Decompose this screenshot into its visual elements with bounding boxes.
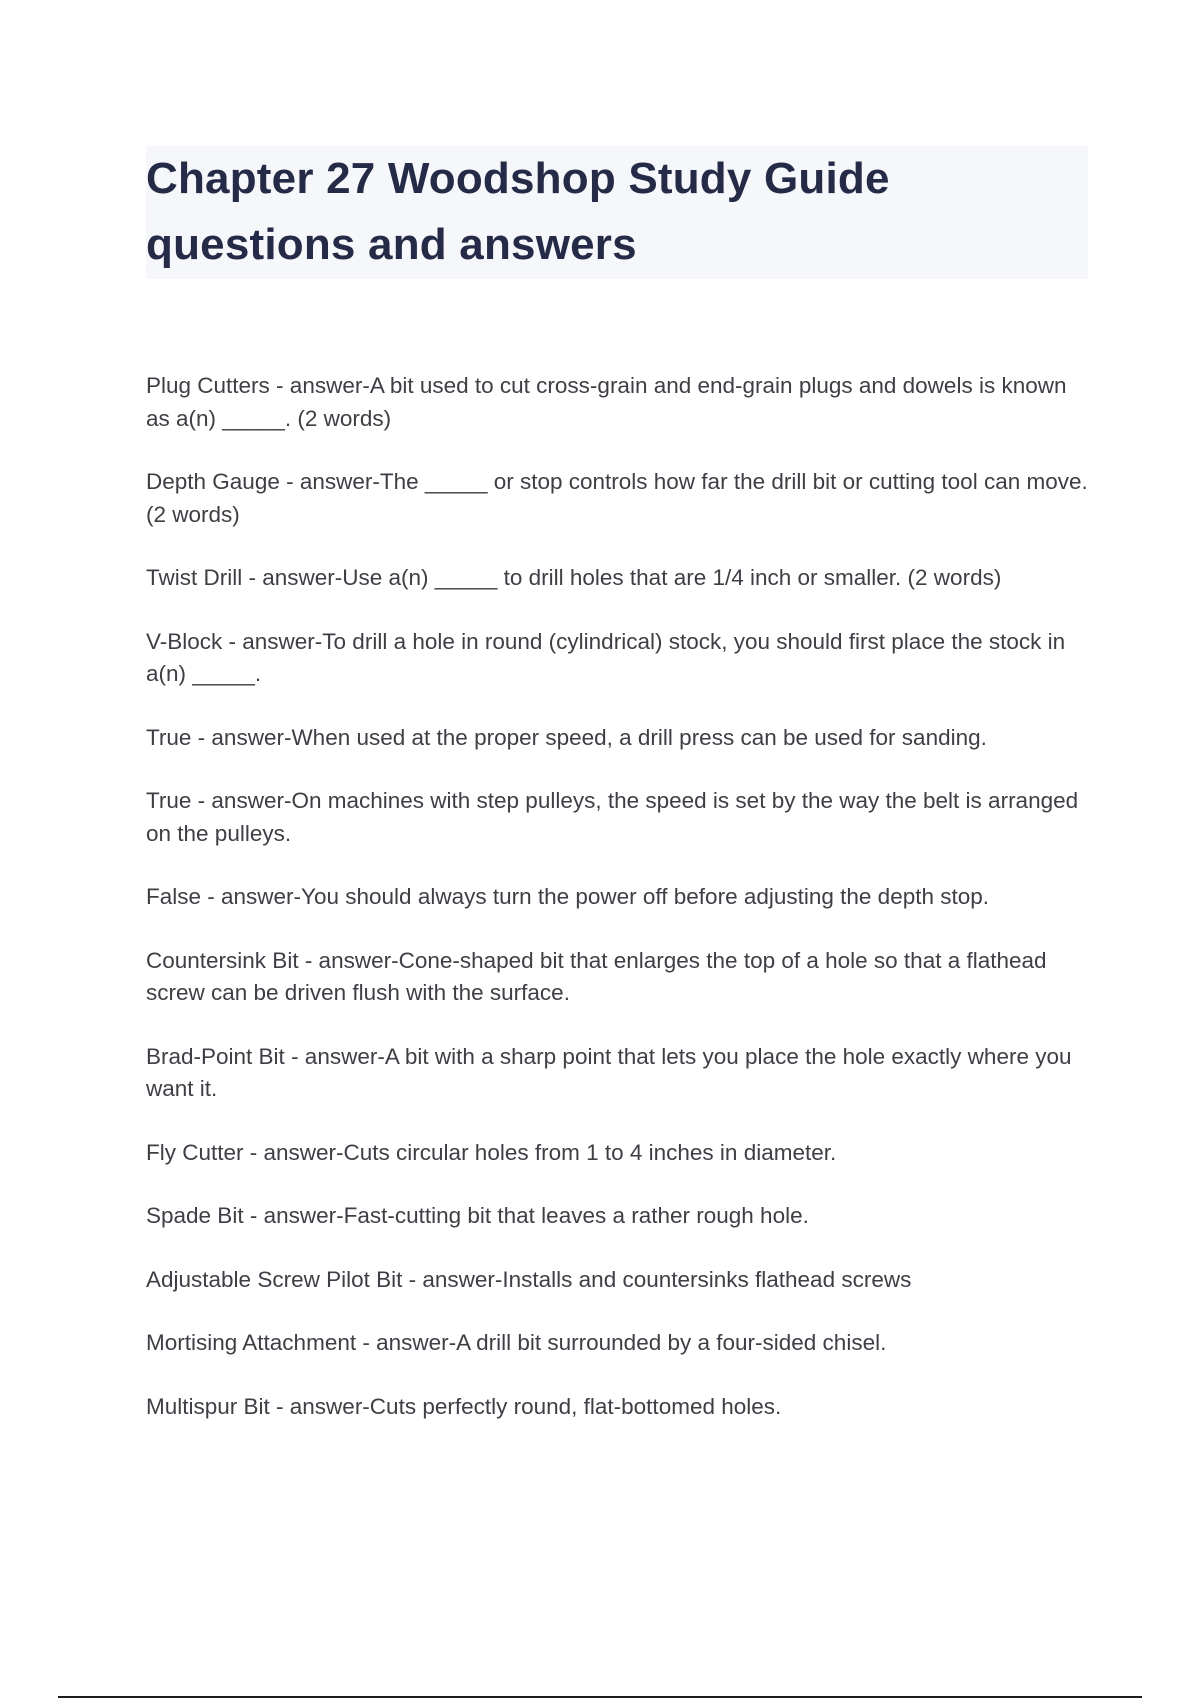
page-title: Chapter 27 Woodshop Study Guide questions and answers xyxy=(146,154,890,269)
qa-item: Adjustable Screw Pilot Bit - answer-Installs and countersinks flathead screws xyxy=(146,1266,912,1292)
qa-item: Depth Gauge - answer-The _____ or stop controls how far the drill bit or cutting tool can move. (2 words) xyxy=(146,469,1088,527)
qa-item: Countersink Bit - answer-Cone-shaped bit that enlarges the top of a hole so that a flathead screw can be driven flush with the surface. xyxy=(146,947,1047,1005)
qa-item: False - answer-You should always turn the power off before adjusting the depth stop. xyxy=(146,884,990,909)
qa-item: Plug Cutters - answer-A bit used to cut cross-grain and end-grain plugs and dowels is known as a(n) _____. (2 words) xyxy=(146,373,1067,431)
qa-item: Spade Bit - answer-Fast-cutting bit that leaves a rather rough hole. xyxy=(146,1203,809,1228)
footer-rule xyxy=(58,1696,1142,1698)
title-block xyxy=(146,146,1088,279)
qa-item: Twist Drill - answer-Use a(n) _____ to drill holes that are 1/4 inch or smaller. (2 words) xyxy=(146,565,1002,590)
qa-item: Brad-Point Bit - answer-A bit with a sharp point that lets you place the hole exactly where you want it. xyxy=(146,1043,1072,1101)
qa-item: Mortising Attachment - answer-A drill bit surrounded by a four-sided chisel. xyxy=(146,1330,887,1355)
qa-list xyxy=(146,370,1091,1454)
qa-item: Fly Cutter - answer-Cuts circular holes from 1 to 4 inches in diameter. xyxy=(146,1139,837,1165)
qa-item: True - answer-On machines with step pulleys, the speed is set by the way the belt is arranged on the pulleys. xyxy=(146,788,1079,846)
qa-item: Multispur Bit - answer-Cuts perfectly round, flat-bottomed holes. xyxy=(146,1393,782,1419)
qa-item: True - answer-When used at the proper speed, a drill press can be used for sanding. xyxy=(146,724,987,750)
qa-item: V-Block - answer-To drill a hole in round (cylindrical) stock, you should first place the stock in a(n) _____. xyxy=(146,628,1066,686)
